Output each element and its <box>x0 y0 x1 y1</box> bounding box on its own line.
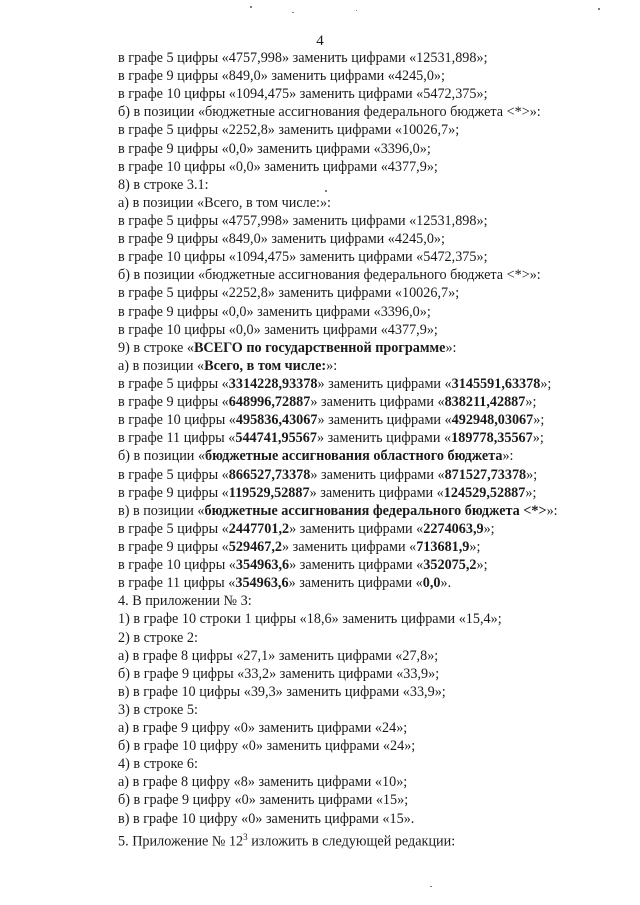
bold-text-segment: 354963,6 <box>235 575 289 592</box>
text-line <box>118 592 633 610</box>
text-line <box>118 701 633 719</box>
text-line <box>118 194 633 212</box>
text-segment: » заменить цифрами « <box>288 575 423 592</box>
text-line <box>118 375 633 393</box>
text-line <box>118 719 633 737</box>
text-segment: в графе 5 цифры « <box>118 375 229 392</box>
bold-text-segment: 2274063,9 <box>423 520 484 537</box>
text-segment: 1) в графе 10 строки 1 цифры «18,6» заменить цифрами «15,4»; <box>118 611 502 628</box>
bold-text-segment: 0,0 <box>422 575 441 592</box>
text-segment: » заменить цифрами « <box>316 430 452 447</box>
page-number: 4 <box>316 33 324 49</box>
bold-text-segment: 866527,73378 <box>228 466 311 483</box>
text-line <box>118 466 633 484</box>
bold-text-segment: 871527,73378 <box>444 466 527 483</box>
text-segment: »: <box>502 448 514 465</box>
bold-text-segment: 2447701,2 <box>228 520 290 537</box>
text-segment: в графе 11 цифры « <box>118 430 236 447</box>
text-segment: » заменить цифрами « <box>310 466 445 483</box>
text-line <box>118 791 633 809</box>
text-line <box>118 393 633 411</box>
text-line <box>118 266 633 284</box>
text-segment: »: <box>326 357 338 374</box>
text-segment: в графе 9 цифры «849,0» заменить цифрами «4245,0»; <box>118 231 445 248</box>
text-segment: б) в позиции «бюджетные ассигнования федерального бюджета <*>»: <box>118 104 541 121</box>
text-segment: в графе 11 цифры « <box>118 575 236 592</box>
text-segment: 2) в строке 2: <box>118 629 198 646</box>
text-segment: »; <box>525 394 537 411</box>
text-segment: 5. Приложение № 12 <box>118 833 244 850</box>
bold-text-segment: 495836,43067 <box>235 412 318 429</box>
text-segment: в графе 10 цифры «0,0» заменить цифрами «4377,9»; <box>118 158 438 175</box>
text-segment: ». <box>440 575 452 592</box>
text-segment: 4) в строке 6: <box>118 756 198 773</box>
text-segment: б) в графе 10 цифру «0» заменить цифрами «24»; <box>118 738 416 755</box>
text-segment: » заменить цифрами « <box>317 375 452 392</box>
scan-speck <box>292 12 294 13</box>
text-line <box>118 303 633 321</box>
text-line <box>118 737 633 755</box>
bold-text-segment: 544741,95567 <box>235 430 317 447</box>
text-line <box>118 230 633 248</box>
text-line <box>118 520 633 538</box>
text-segment: в графе 5 цифры «4757,998» заменить цифрами «12531,898»; <box>118 50 488 66</box>
bold-text-segment: 3145591,63378 <box>451 375 541 392</box>
bold-text-segment: 838211,42887 <box>444 394 526 411</box>
text-segment: в графе 10 цифры «0,0» заменить цифрами «4377,9»; <box>118 321 438 338</box>
text-segment: в графе 10 цифры « <box>118 412 236 429</box>
text-line <box>118 447 633 465</box>
text-segment: »; <box>540 375 552 392</box>
bold-text-segment: ВСЕГО по государственной программе <box>193 339 446 356</box>
text-segment: в графе 9 цифры « <box>118 484 229 501</box>
text-segment: а) в графе 8 цифры «27,1» заменить цифрами «27,8»; <box>118 647 439 664</box>
superscript-segment: 3 <box>243 831 248 842</box>
text-segment: изложить в следующей редакции: <box>247 833 456 850</box>
text-segment: а) в позиции « <box>118 357 205 374</box>
text-line <box>118 85 633 103</box>
text-segment: » заменить цифрами « <box>281 538 417 555</box>
bold-text-segment: 124529,52887 <box>443 484 526 501</box>
text-segment: в графе 5 цифры «2252,8» заменить цифрами «10026,7»; <box>118 122 460 139</box>
text-segment: »; <box>469 538 481 555</box>
text-line <box>118 357 633 375</box>
bold-text-segment: Всего, в том числе: <box>204 357 327 374</box>
bold-text-segment: 352075,2 <box>423 557 477 574</box>
text-segment: а) в графе 9 цифру «0» заменить цифрами «24»; <box>118 720 408 737</box>
text-line <box>118 610 633 628</box>
text-line <box>118 828 633 850</box>
text-segment: б) в графе 9 цифры «33,2» заменить цифрами «33,9»; <box>118 665 440 682</box>
text-segment: »: <box>445 339 457 356</box>
scan-speck <box>250 6 252 8</box>
text-segment: 9) в строке « <box>118 339 194 356</box>
scan-speck <box>430 886 432 887</box>
bold-text-segment: 648996,72887 <box>228 394 311 411</box>
text-segment: а) в позиции «Всего, в том числе:»: <box>118 194 331 211</box>
text-segment: 4. В приложении № 3: <box>118 593 252 610</box>
bold-text-segment: 119529,52887 <box>228 484 310 501</box>
text-segment: 8) в строке 3.1: <box>118 176 209 193</box>
text-segment: в графе 9 цифры «849,0» заменить цифрами «4245,0»; <box>118 68 445 85</box>
text-segment: б) в графе 9 цифру «0» заменить цифрами «15»; <box>118 792 409 809</box>
text-segment: »; <box>533 412 545 429</box>
text-segment: б) в позиции «бюджетные ассигнования федерального бюджета <*>»: <box>118 267 541 284</box>
text-segment: 3) в строке 5: <box>118 701 198 718</box>
scan-speck <box>598 8 600 10</box>
text-segment: » заменить цифрами « <box>310 394 445 411</box>
text-segment: » заменить цифрами « <box>289 557 424 574</box>
text-segment: »; <box>476 557 488 574</box>
text-line <box>118 574 633 592</box>
text-segment: в графе 9 цифры «0,0» заменить цифрами «3396,0»; <box>118 140 431 157</box>
text-segment: в графе 10 цифры « <box>118 557 236 574</box>
text-line <box>118 810 633 828</box>
text-segment: »; <box>525 484 537 501</box>
text-line <box>118 665 633 683</box>
text-line <box>118 538 633 556</box>
bold-text-segment: 492948,03067 <box>451 412 534 429</box>
text-segment: в графе 9 цифры « <box>118 538 229 555</box>
text-line <box>118 755 633 773</box>
text-segment: в графе 10 цифры «1094,475» заменить цифрами «5472,375»; <box>118 249 488 266</box>
text-line <box>118 773 633 791</box>
text-segment: »; <box>532 430 544 447</box>
text-line <box>118 429 633 447</box>
text-line <box>118 411 633 429</box>
document-text <box>118 49 633 850</box>
text-segment: »; <box>526 466 538 483</box>
bold-text-segment: 189778,35567 <box>451 430 533 447</box>
text-line <box>118 556 633 574</box>
text-segment: в графе 5 цифры « <box>118 520 229 537</box>
text-line <box>118 176 633 194</box>
text-segment: в графе 9 цифры «0,0» заменить цифрами «3396,0»; <box>118 303 431 320</box>
text-line <box>118 212 633 230</box>
text-line <box>118 629 633 647</box>
text-segment: б) в позиции « <box>118 448 206 465</box>
scan-speck <box>356 10 357 11</box>
text-segment: в) в графе 10 цифру «0» заменить цифрами «15». <box>118 810 415 827</box>
text-line <box>118 248 633 266</box>
text-segment: в графе 5 цифры «2252,8» заменить цифрами «10026,7»; <box>118 285 460 302</box>
text-segment: в) в графе 10 цифры «39,3» заменить цифрами «33,9»; <box>118 683 446 700</box>
text-line <box>118 683 633 701</box>
text-segment: » заменить цифрами « <box>317 412 452 429</box>
bold-text-segment: 529467,2 <box>228 538 282 555</box>
text-line <box>118 647 633 665</box>
scan-speck <box>325 190 327 192</box>
text-line <box>118 484 633 502</box>
bold-text-segment: бюджетные ассигнования областного бюджета <box>205 448 503 465</box>
bold-text-segment: 713681,9 <box>416 538 470 555</box>
text-segment: » заменить цифрами « <box>289 520 424 537</box>
text-line <box>118 103 633 121</box>
text-segment: » заменить цифрами « <box>309 484 444 501</box>
bold-text-segment: 3314228,93378 <box>228 375 318 392</box>
text-segment: »: <box>546 502 558 519</box>
text-segment: а) в графе 8 цифру «8» заменить цифрами «10»; <box>118 774 408 791</box>
text-line <box>118 284 633 302</box>
text-line <box>118 321 633 339</box>
text-segment: в графе 10 цифры «1094,475» заменить цифрами «5472,375»; <box>118 86 488 103</box>
text-line <box>118 67 633 85</box>
text-line <box>118 121 633 139</box>
text-line <box>118 339 633 357</box>
text-line <box>118 158 633 176</box>
bold-text-segment: бюджетные ассигнования федерального бюджета <*> <box>204 502 547 519</box>
text-line <box>118 49 633 67</box>
text-segment: в) в позиции « <box>118 502 205 519</box>
text-line <box>118 140 633 158</box>
text-segment: »; <box>483 520 495 537</box>
text-segment: в графе 5 цифры «4757,998» заменить цифрами «12531,898»; <box>118 212 488 229</box>
text-segment: в графе 5 цифры « <box>118 466 229 483</box>
text-line <box>118 502 633 520</box>
bold-text-segment: 354963,6 <box>235 557 290 574</box>
text-segment: в графе 9 цифры « <box>118 394 229 411</box>
